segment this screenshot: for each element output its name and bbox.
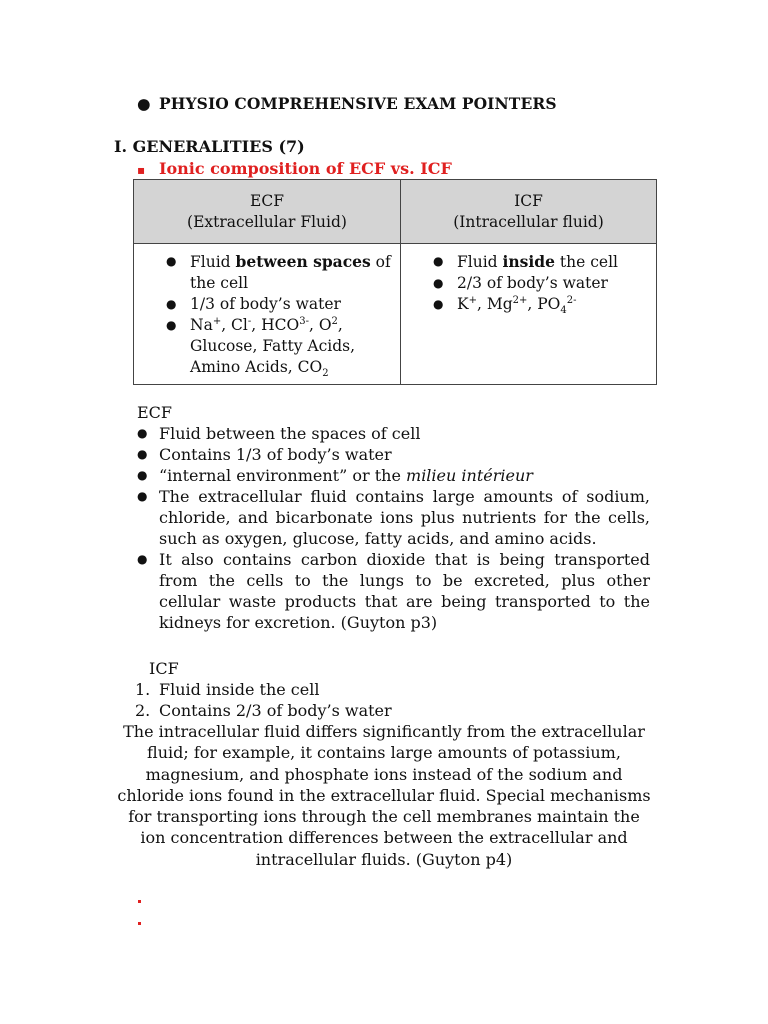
list-item: ● Fluid between the spaces of cell (137, 423, 650, 444)
table-body-row (134, 244, 657, 385)
title-bullet: ● (137, 94, 151, 113)
table-cell-icf (401, 244, 657, 385)
header-ecf-line2: (Extracellular Fluid) (187, 212, 347, 231)
table-header-ecf (134, 180, 401, 244)
text: the cell (555, 253, 619, 271)
text: , Cl (221, 316, 248, 334)
list-item: ● 2/3 of body’s water (433, 273, 650, 294)
text: Fluid (457, 253, 503, 271)
text: , Glucose, Fatty Acids, Amino Acids, CO (190, 316, 356, 376)
list-item: ● It also contains carbon dioxide that is being transported from the cells to the lungs to be excreted, plus other cellular waste products that are being transported to the kidneys for excretion. (Guyton p3) (137, 549, 650, 633)
list-number: 1. (135, 680, 151, 699)
list-item: ● The extracellular fluid contains large amounts of sodium, chloride, and bicarbonate ions plus nutrients for the cells, such as oxygen, glucose, fatty acids, and amino acids. (137, 486, 650, 549)
title-text: PHYSIO COMPREHENSIVE EXAM POINTERS (159, 94, 557, 113)
header-icf-line1: ICF (514, 191, 543, 210)
subheading (137, 158, 452, 181)
list-item (135, 700, 392, 721)
list-item (137, 465, 650, 486)
list-item (433, 251, 650, 273)
document-title (137, 93, 557, 114)
superscript: 3- (299, 315, 309, 327)
text: , HCO (251, 316, 300, 334)
header-icf-line2: (Intracellular fluid) (453, 212, 604, 231)
subscript: 4 (560, 305, 567, 317)
table-cell-ecf (134, 244, 401, 385)
bold-text: inside (502, 252, 555, 271)
text: , PO (527, 295, 561, 313)
superscript: 2- (566, 294, 577, 306)
list-item (166, 315, 394, 378)
superscript: 2 (331, 315, 338, 327)
superscript: + (212, 315, 222, 327)
red-square-bullet-icon (138, 900, 141, 903)
bold-text: between spaces (235, 252, 371, 271)
superscript: 2+ (512, 294, 528, 306)
table-header-icf (401, 180, 657, 244)
icf-paragraph: The intracellular fluid differs significantly from the extracellular fluid; for example, it contains large amounts of potassium, magnesium, and phosphate ions instead of the sodium and chloride ions found in the extracellular fluid. Special mechanisms for transporting ions through the cell membranes maintain the ion concentration differences between the extracellular and intracellular fluids. (Guyton p4) (117, 722, 651, 869)
text: , O (308, 316, 332, 334)
list-item (135, 679, 392, 700)
list-text: Contains 2/3 of body’s water (159, 701, 392, 720)
ecf-list (137, 423, 650, 633)
comparison-table (133, 179, 657, 385)
list-item (433, 294, 650, 315)
subheading-text: Ionic composition of ECF vs. ICF (159, 159, 452, 178)
text: , Mg (476, 295, 513, 313)
subscript: 2 (322, 368, 329, 380)
table-header-row (134, 180, 657, 244)
ecf-cell-list (140, 251, 394, 378)
list-item (166, 251, 394, 294)
list-item: ● Contains 1/3 of body’s water (137, 444, 650, 465)
red-square-bullet-icon (138, 922, 141, 925)
header-ecf-line1: ECF (250, 191, 284, 210)
list-number: 2. (135, 701, 151, 720)
ecf-heading: ECF (137, 403, 173, 422)
superscript: - (247, 315, 252, 327)
icf-numbered-list (135, 679, 392, 721)
text: “internal environment” or the (159, 466, 407, 485)
icf-cell-list (407, 251, 650, 315)
list-text: Fluid inside the cell (159, 680, 320, 699)
text: of the cell (190, 253, 391, 292)
red-square-bullet-icon: ▪ (137, 163, 146, 177)
icf-heading: ICF (149, 659, 179, 678)
text: K (457, 295, 469, 313)
text: Na (190, 316, 213, 334)
superscript: + (468, 294, 477, 306)
section-heading: I. GENERALITIES (7) (114, 137, 305, 156)
text: Fluid (190, 253, 236, 271)
list-item: ● 1/3 of body’s water (166, 294, 394, 315)
italic-text: milieu intérieur (406, 466, 533, 485)
